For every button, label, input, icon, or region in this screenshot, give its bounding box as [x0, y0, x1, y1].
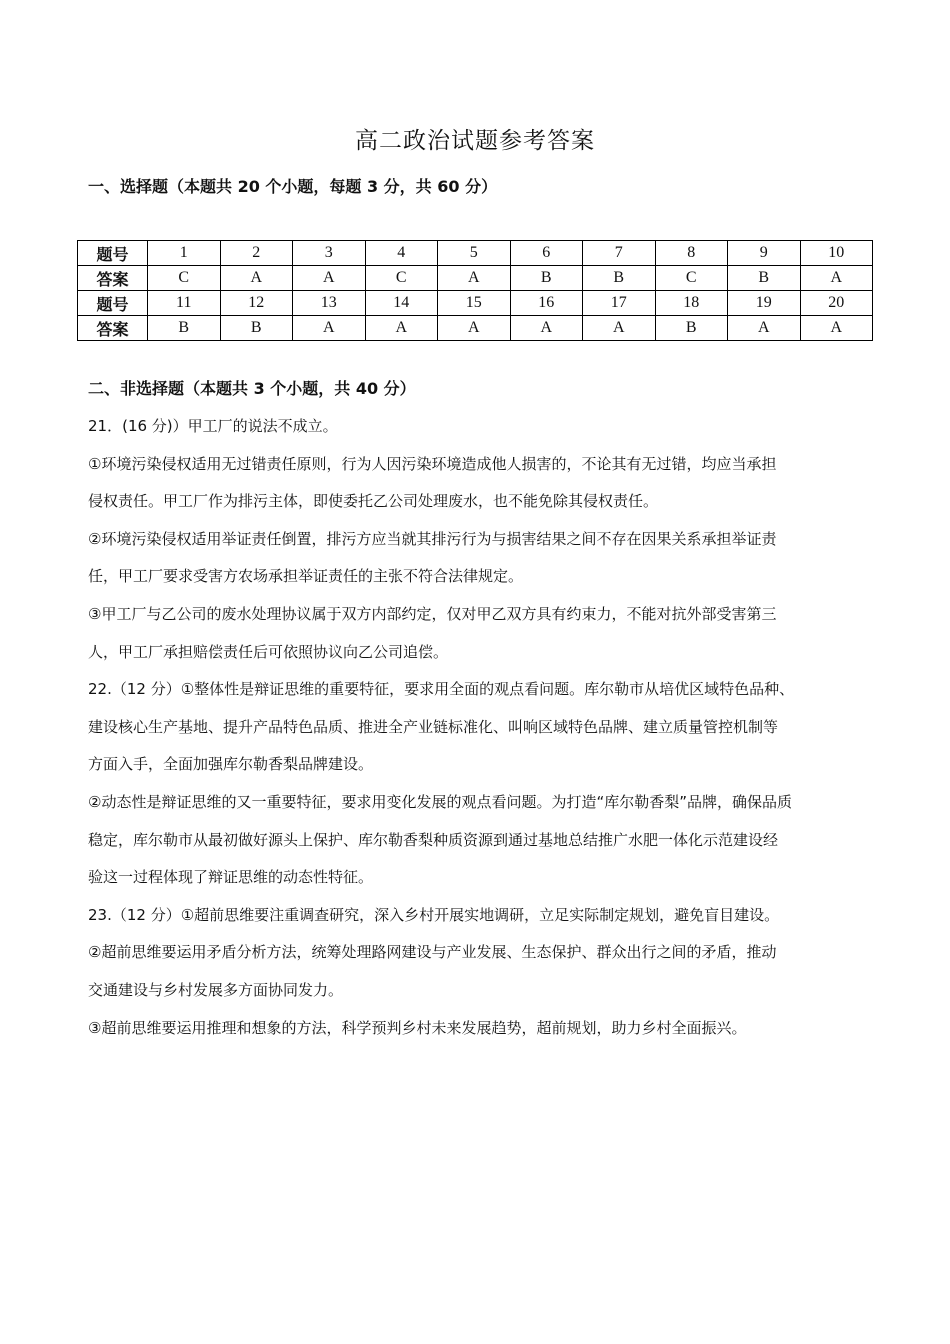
answer-cell: A — [510, 316, 583, 341]
answer-cell: A — [800, 316, 873, 341]
question-number-cell: 7 — [583, 241, 656, 266]
question-number-cell: 9 — [728, 241, 801, 266]
question-number-cell: 12 — [220, 291, 293, 316]
answer-line: 任，甲工厂要求受害方农场承担举证责任的主张不符合法律规定。 — [88, 567, 524, 586]
question-number-cell: 3 — [293, 241, 366, 266]
answer-cell: A — [220, 266, 293, 291]
answer-line: 人，甲工厂承担赔偿责任后可依照协议向乙公司追偿。 — [88, 642, 449, 661]
question-number-cell: 6 — [510, 241, 583, 266]
page-title: 高二政治试题参考答案 — [355, 128, 595, 154]
answer-table — [77, 240, 873, 341]
question-number-cell: 16 — [510, 291, 583, 316]
question-number-cell: 8 — [655, 241, 728, 266]
answer-cell: B — [655, 316, 728, 341]
answer-cell: B — [583, 266, 656, 291]
section-1-heading: 一、选择题（本题共 20 个小题，每题 3 分，共 60 分） — [88, 177, 498, 196]
question-number-cell: 5 — [438, 241, 511, 266]
answer-line: 建设核心生产基地、提升产品特色品质、推进全产业链标准化、叫响区域特色品牌、建立质量管控机制等 — [88, 717, 779, 736]
question-number-cell: 1 — [148, 241, 221, 266]
answer-cell: B — [728, 266, 801, 291]
question-number-cell: 15 — [438, 291, 511, 316]
answer-line: ③甲工厂与乙公司的废水处理协议属于双方内部约定，仅对甲乙双方具有约束力，不能对抗外部受害第三 — [88, 604, 777, 623]
answer-cell: A — [800, 266, 873, 291]
question-number-cell: 14 — [365, 291, 438, 316]
answer-cell: B — [510, 266, 583, 291]
answer-line: ③超前思维要运用推理和想象的方法，科学预判乡村未来发展趋势，超前规划，助力乡村全面振兴。 — [88, 1018, 747, 1037]
answer-cell: A — [365, 316, 438, 341]
question-number-cell: 2 — [220, 241, 293, 266]
question-number-row — [78, 291, 873, 316]
answer-cell: A — [438, 266, 511, 291]
answer-line: 方面入手，全面加强库尔勒香梨品牌建设。 — [88, 755, 374, 774]
answer-line: 23.（12 分）①超前思维要注重调查研究，深入乡村开展实地调研，立足实际制定规划，避免盲目建设。 — [88, 905, 780, 924]
answer-line: ②超前思维要运用矛盾分析方法，统筹处理路网建设与产业发展、生态保护、群众出行之间的矛盾，推动 — [88, 943, 777, 962]
answer-cell: A — [438, 316, 511, 341]
section-2-heading: 二、非选择题（本题共 3 个小题，共 40 分） — [88, 379, 416, 398]
question-number-cell: 17 — [583, 291, 656, 316]
question-number-cell: 4 — [365, 241, 438, 266]
question-number-row — [78, 241, 873, 266]
answer-line: 21．(16 分)）甲工厂的说法不成立。 — [88, 417, 338, 435]
answer-line: 侵权责任。甲工厂作为排污主体，即使委托乙公司处理废水，也不能免除其侵权责任。 — [88, 492, 659, 511]
answer-line: 验这一过程体现了辩证思维的动态性特征。 — [88, 868, 374, 887]
answer-text — [88, 408, 872, 1047]
question-number-cell: 11 — [148, 291, 221, 316]
answer-line: 稳定，库尔勒市从最初做好源头上保护、库尔勒香梨种质资源到通过基地总结推广水肥一体化示范建设经 — [88, 830, 779, 849]
row-label: 题号 — [78, 291, 148, 316]
question-number-cell: 20 — [800, 291, 873, 316]
answer-row — [78, 266, 873, 291]
answer-cell: C — [655, 266, 728, 291]
answer-cell: C — [365, 266, 438, 291]
answer-cell: B — [148, 316, 221, 341]
row-label: 答案 — [78, 316, 148, 341]
answer-line: ②环境污染侵权适用举证责任倒置，排污方应当就其排污行为与损害结果之间不存在因果关系承担举证责 — [88, 529, 777, 548]
answer-cell: A — [293, 316, 366, 341]
row-label: 题号 — [78, 241, 148, 266]
answer-row — [78, 316, 873, 341]
answer-line: ②动态性是辩证思维的又一重要特征，要求用变化发展的观点看问题。为打造“库尔勒香梨”品牌，确保品质 — [88, 792, 792, 811]
row-label: 答案 — [78, 266, 148, 291]
answer-cell: A — [728, 316, 801, 341]
answer-line: 22.（12 分）①整体性是辩证思维的重要特征，要求用全面的观点看问题。库尔勒市从培优区域特色品种、 — [88, 680, 795, 699]
answer-line: ①环境污染侵权适用无过错责任原则，行为人因污染环境造成他人损害的，不论其有无过错，均应当承担 — [88, 454, 777, 473]
question-number-cell: 10 — [800, 241, 873, 266]
answer-line: 交通建设与乡村发展多方面协同发力。 — [88, 980, 344, 999]
question-number-cell: 13 — [293, 291, 366, 316]
answer-cell: A — [583, 316, 656, 341]
question-number-cell: 19 — [728, 291, 801, 316]
question-number-cell: 18 — [655, 291, 728, 316]
answer-cell: B — [220, 316, 293, 341]
answer-cell: C — [148, 266, 221, 291]
answer-cell: A — [293, 266, 366, 291]
